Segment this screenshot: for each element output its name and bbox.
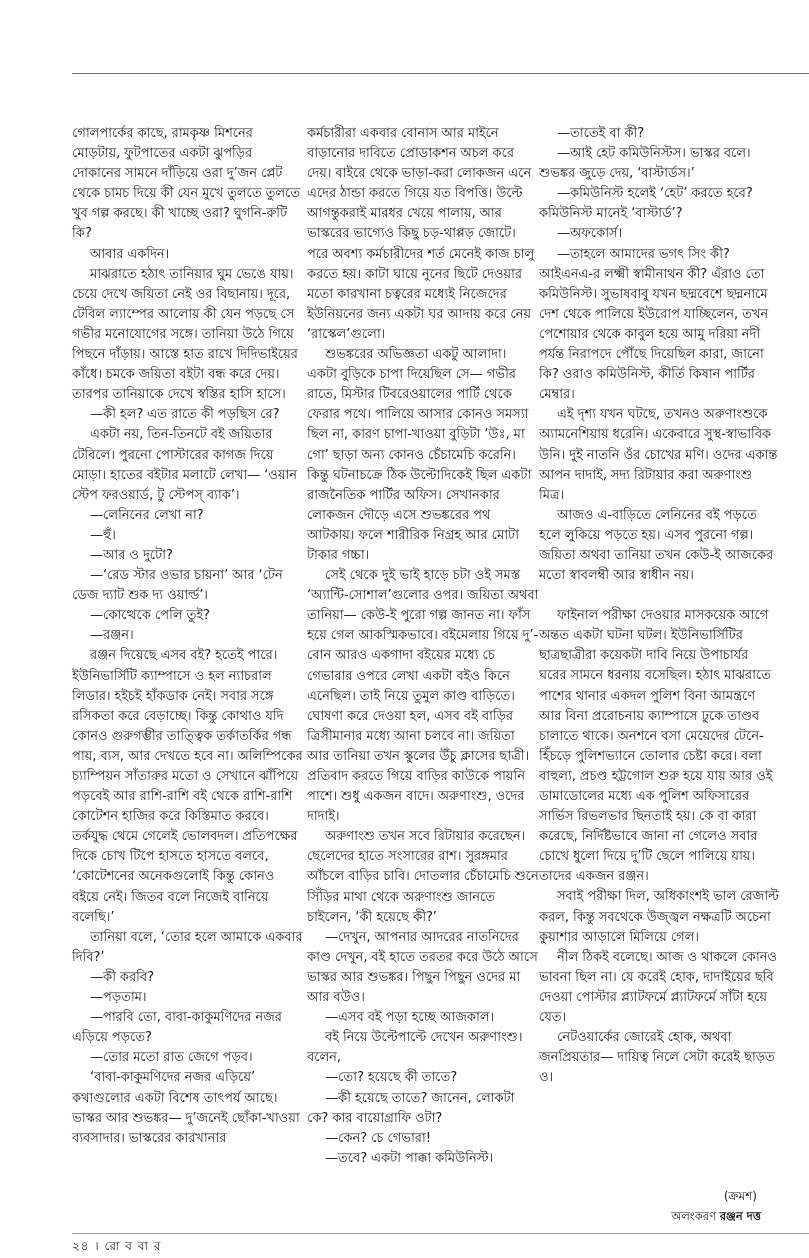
text-column-3 [539, 124, 779, 1088]
dialogue-line: —পারবি তো, বাবা-কাকুমণিদের নজর এড়িয়ে পড়তে? [72, 1010, 282, 1046]
dialogue-line: —তাহলে আমাদের ভগৎ সিং কী? আইএনএ-র লক্ষ্মী স্বামীনাথন কী? এঁরাও তো কমিউনিস্ট। সুভাষবাবু যখন ছদ্মবেশে ছদ্মনামে দেশ থেকে পালিয়ে ইউরোপ যাচ্ছিলেন, তখন পেশোয়ার থেকে কাবুল হয়ে আমু দরিয়া নদী পর্যন্ত নিরাপদে পৌঁছে দিয়েছিল কারা, জানো কি? ওরাও কমিউনিস্ট, কীর্তি কিষান পার্টির মেম্বার। [539, 246, 769, 403]
text-column-2 [307, 124, 539, 1169]
text-column-1 [72, 124, 304, 1149]
paragraph: সেই থেকে দুই ভাই হাড়ে চটা ওই সমস্ত ‘অ্যান্টি-সোশাল’গুলোর ওপর। জয়িতা অথবা তানিয়া— কেউ-ই পুরো গল্প জানত না। ফাঁস হয়ে গেল আকস্মিকভাবে। বইমেলায় গিয়ে দু’-বোন আরও একগাদা বইয়ের মধ্যে চে গেভারার ওপরে লেখা একটা বইও কিনে এনেছিল। তাই নিয়ে তুমুল কাণ্ড বাড়িতে। ঘোষণা করে দেওয়া হল, এসব বই বাড়ির ত্রিসীমানার মধ্যে আনা চলবে না। জয়িতা আর তানিয়া তখন স্কুলের উঁচু ক্লাসের ছাত্রী। প্রতিবাদ করতে গিয়ে বাড়ির কাউকে পায়নি পাশে। শুধু একজন বাদে। অরুণাংশু, ওদের দাদাই। [307, 568, 539, 825]
dialogue-line: —দেখুন, আপনার আদরের নাতনিদের কাণ্ড দেখুন, বই হাতে তরতর করে উঠে আসে ভাস্কর আর শুভঙ্কর। পিছুন পিছুন ওদের মা আর বউও। [307, 929, 538, 1006]
dialogue-line: —রঞ্জন। [90, 628, 134, 644]
dialogue-line: —তোর মতো রাত জেগে পড়ব। [90, 1050, 253, 1066]
dialogue-line: —কী হল? এত রাতে কী পড়ছিস রে? [90, 407, 280, 423]
paragraph: তানিয়া বলে, ‘তোর হলে আমাকে একবার দিবি?’ [72, 929, 303, 965]
paragraph: ‘বাবা-কাকুমণিদের নজর এড়িয়ে’ কথাগুলোর একটা বিশেষ তাৎপর্য আছে। ভাস্কর আর শুভঙ্কর— দু’জনেই ছোঁকা-খাওয়া ব্যবসাদার। ভাস্করের কারখানার [72, 1070, 300, 1146]
dialogue-line: —হুঁ। [90, 527, 116, 543]
bottom-rule [72, 1233, 809, 1234]
illustration-artist: রঞ্জন দত্ত [719, 1209, 761, 1223]
dialogue-line: —তো? হয়েছে কী তাতে? [325, 1070, 458, 1086]
paragraph: কর্মচারীরা একবার বোনাস আর মাইনে বাড়ানোর দাবিতে প্রোডাকশন অচল করে দেয়। বাইরে থেকে ভাড়া-করা লোকজন এনে এদের ঠান্ডা করতে গিয়ে যত বিপত্তি। উল্টে আগন্তুকরাই মারধর খেয়ে পালায়, আর ভাস্করের ভাগ্যেও কিছু চড়-থাপ্পড় জোটে। পরে অবশ্য কর্মচারীদের শর্ত মেনেই কাজ চালু করতে হয়। কাটা ঘায়ে নুনের ছিটে দেওয়ার মতো কারখানা চত্বরের মধ্যেই নিজেদের ইউনিয়নের জন্য একটা ঘর আদায় করে নেয় ‘রাস্কেল’গুলো। [307, 126, 535, 342]
dialogue-line: —তবে? একটা পাক্কা কমিউনিস্ট। [325, 1150, 494, 1166]
paragraph: বই নিয়ে উল্টেপাল্টে দেখেন অরুণাংশু। বলেন, [307, 1030, 523, 1066]
dialogue-line: —এসব বই পড়া হচ্ছে আজকাল। [325, 1010, 495, 1026]
dialogue-line: —অফকোর্স। [557, 226, 623, 242]
dialogue-line: —কোত্থেকে পেলি তুই? [90, 608, 210, 624]
dialogue-line: —কী করবি? [90, 969, 154, 985]
paragraph: মাঝরাতে হঠাৎ তানিয়ার ঘুম ভেঙে যায়। চেয়ে দেখে জয়িতা নেই ওর বিছানায়। দূরে, টেবিল ল্যাম্পের আলোয় কী যেন পড়ছে সে গভীর মনোযোগের সঙ্গে। তানিয়া উঠে গিয়ে পিছনে দাঁড়ায়। আস্তে হাত রাখে দিদিভাইয়ের কাঁধে। চমকে জয়িতা বইটা বন্ধ করে দেয়। তারপর তানিয়াকে দেখে স্বস্তির হাসি হাসে। [72, 266, 298, 403]
dialogue-line: —আর ও দুটো? [90, 547, 173, 563]
illustration-credit [671, 1208, 761, 1227]
paragraph: একটা নয়, তিন-তিনটে বই জয়িতার টেবিলে। পুরনো পোস্টারের কাগজ দিয়ে মোড়া। হাতের বইটার মলাটে লেখা— ‘ওয়ান স্টেপ ফরওয়ার্ড, টু স্টেপস্ ব্যাক’। [72, 427, 297, 503]
section-break [539, 586, 779, 606]
paragraph: অরুণাংশু তখন সবে রিটায়ার করেছেন। ছেলেদের হাতে সংসারের রাশ। সুরঙ্গমার আঁচলে বাড়ির চাবি। দোতলার চেঁচামেচি শুনে সিঁড়ির মাথা থেকে অরুণাংশু জানতে চাইলেন, ‘কী হয়েছে কী?’ [307, 829, 539, 925]
paragraph: ফাইনাল পরীক্ষা দেওয়ার মাসকয়েক আগে অন্তত একটা ঘটনা ঘটল। ইউনিভার্সিটির ছাত্রছাত্রীরা কয়েকটা দাবি নিয়ে উপাচার্যর ঘরের সামনে ধরনায় বসেছিল। হঠাৎ মাঝরাতে পাশের থানার একদল পুলিশ বিনা আমন্ত্রণে আর বিনা প্ররোচনায় ক্যাম্পাসে ঢুকে তাণ্ডব চালাতে থাকে। অনশনে বসা মেয়েদের টেনে-হিঁচড়ে পুলিশভ্যানে তোলার চেষ্টা করে। বলা বাহুল্য, প্রচণ্ড হট্টগোল শুরু হয়ে যায় আর ওই ডামাডোলের মধ্যে এক পুলিশ অফিসারের সার্ভিস রিভলভার ছিনতাই হয়। কে বা কারা করেছে, নির্দিষ্টভাবে জানা না গেলেও সবার চোখে ধুলো দিয়ে দু’টি ছেলে পালিয়ে যায়। তাদের একজন রঞ্জন। [539, 608, 773, 885]
dialogue-line: —‘রেড স্টার ওভার চায়না’ আর ‘টেন ডেজ দ্যাট শুক দ্য ওয়ার্ল্ড’। [72, 568, 283, 604]
dialogue-line: —কমিউনিস্ট হলেই ‘হেট’ করতে হবে? কমিউনিস্ট মানেই ‘বাস্টার্ড’? [539, 186, 753, 222]
dialogue-line: —কী হয়েছে তাতে? জানেন, লোকটা কে? কার বায়োগ্রাফি ওটা? [307, 1090, 515, 1126]
illustration-label: অলংকরণ [671, 1209, 717, 1223]
paragraph: এই দৃশ্য যখন ঘটছে, তখনও অরুণাংশুকে অ্যামনেশিয়ায় ধরেনি। একেবারে সুস্থ-স্বাভাবিক উনি। দুই নাতনি ওঁর চোখের মণি। ওদের একান্ত আপন দাদাই, সদ্য রিটায়ার করা অরুণাংশু মিত্র। [539, 407, 778, 503]
page-folio: ২৪ । রো ব বা র [72, 1239, 162, 1253]
paragraph: নীল ঠিকই বলেছে। আজ ও থাকলে কোনও ভাবনা ছিল না। যে করেই হোক, দাদাইয়ের ছবি দেওয়া পোস্টার প্ল্যাটফর্মে প্ল্যাটফর্মে সাঁটা হয়ে যেত। [539, 949, 777, 1026]
paragraph: রঞ্জন দিয়েছে এসব বই? হতেই পারে। ইউনিভার্সিটি ক্যাম্পাসে ও হল ন্যাচরাল লিডার। হইচই হাঁকডাক নেই। সবার সঙ্গে রসিকতা করে বেড়াচ্ছে। কিন্তু কোথাও যদি কোনও গুরুগম্ভীর তাত্ত্বিক তর্কাতর্কির গন্ধ পায়, ব্যস, আর দেখতে হবে না। অলিম্পিকের চ্যাম্পিয়ন সাঁতারুর মতো ও সেখানে ঝাঁপিয়ে পড়বেই আর রাশি-রাশি বই থেকে রাশি-রাশি কোটেশন হাজির করে কিস্তিমাত করবে। তর্কযুদ্ধ থেমে গেলেই ভোলবদল। প্রতিপক্ষের দিকে চোখ টিপে হাসতে হাসতে বলবে, ‘কোটেশনের অনেকগুলোই কিন্তু কোনও বইয়ে নেই। জিতব বলে নিজেই বানিয়ে বলেছি।’ [72, 648, 303, 925]
dialogue-line: —তাতেই বা কী? [557, 126, 645, 141]
paragraph: আজও এ-বাড়িতে লেনিনের বই পড়তে হলে লুকিয়ে পড়তে হয়। এসব পুরনো গল্প। জয়িতা অথবা তানিয়া তখন কেউ-ই আজকের মতো স্বাবলম্বী আর স্বাধীন নয়। [539, 507, 774, 584]
dialogue-line: —কেন? চে গেভারা! [325, 1130, 431, 1146]
dialogue-line: —পড়তাম। [90, 990, 147, 1006]
dialogue-line: —লেনিনের লেখা না? [90, 507, 204, 523]
dialogue-line: —আই হেট কমিউনিস্টস। ভাস্কর বলে। শুভঙ্কর জুড়ে দেয়, ‘বাস্টার্ডস।’ [539, 146, 751, 182]
paragraph: নেটওয়ার্কের জোরেই হোক, অথবা জনপ্রিয়তার— দায়িত্ব নিলে সেটা করেই ছাড়ত ও। [539, 1030, 775, 1086]
paragraph: শুভঙ্করের অভিজ্ঞতা একটু আলাদা। একটা বুড়িকে চাপা দিয়েছিল সে— গভীর রাতে, মিস্টার টিবরেওয়ালের পার্টি থেকে ফেরার পথে। পালিয়ে আসার কোনও সমস্যা ছিল না, কারণ চাপা-খাওয়া বুড়িটা ‘উঃ, মা গো’ ছাড়া অন্য কোনও চেঁচামেচি করেনি। কিন্তু ঘটনাচক্রে ঠিক উল্টোদিকেই ছিল একটা রাজনৈতিক পার্টির অফিস। সেখানকার লোকজন দৌড়ে এসে শুভঙ্করের পথ আটকায়। ফলে শারীরিক নিগ্রহ আর মোটা টাকার গচ্চা। [307, 347, 532, 563]
paragraph: আবার একদিন। [90, 246, 170, 262]
paragraph: সবাই পরীক্ষা দিল, অধিকাংশই ভাল রেজাল্ট করল, কিন্তু সবথেকে উজ্জ্বল নক্ষত্রটি অচেনা কুয়াশার আড়ালে মিলিয়ে গেল। [539, 889, 779, 945]
paragraph: গোলপার্কের কাছে, রামকৃষ্ণ মিশনের মোড়টায়, ফুটপাতের একটা ঝুপড়ির দোকানের সামনে দাঁড়িয়ে ওরা দু’জন প্লেট থেকে চামচ দিয়ে কী যেন মুখে তুলতে তুলতে খুব গল্প করছে। কী খাচ্ছে ওরা? ঘুগনি-রুটি কি? [72, 126, 301, 242]
top-rule [72, 73, 809, 74]
continued-note: (ক্রমশ) [723, 1189, 757, 1203]
